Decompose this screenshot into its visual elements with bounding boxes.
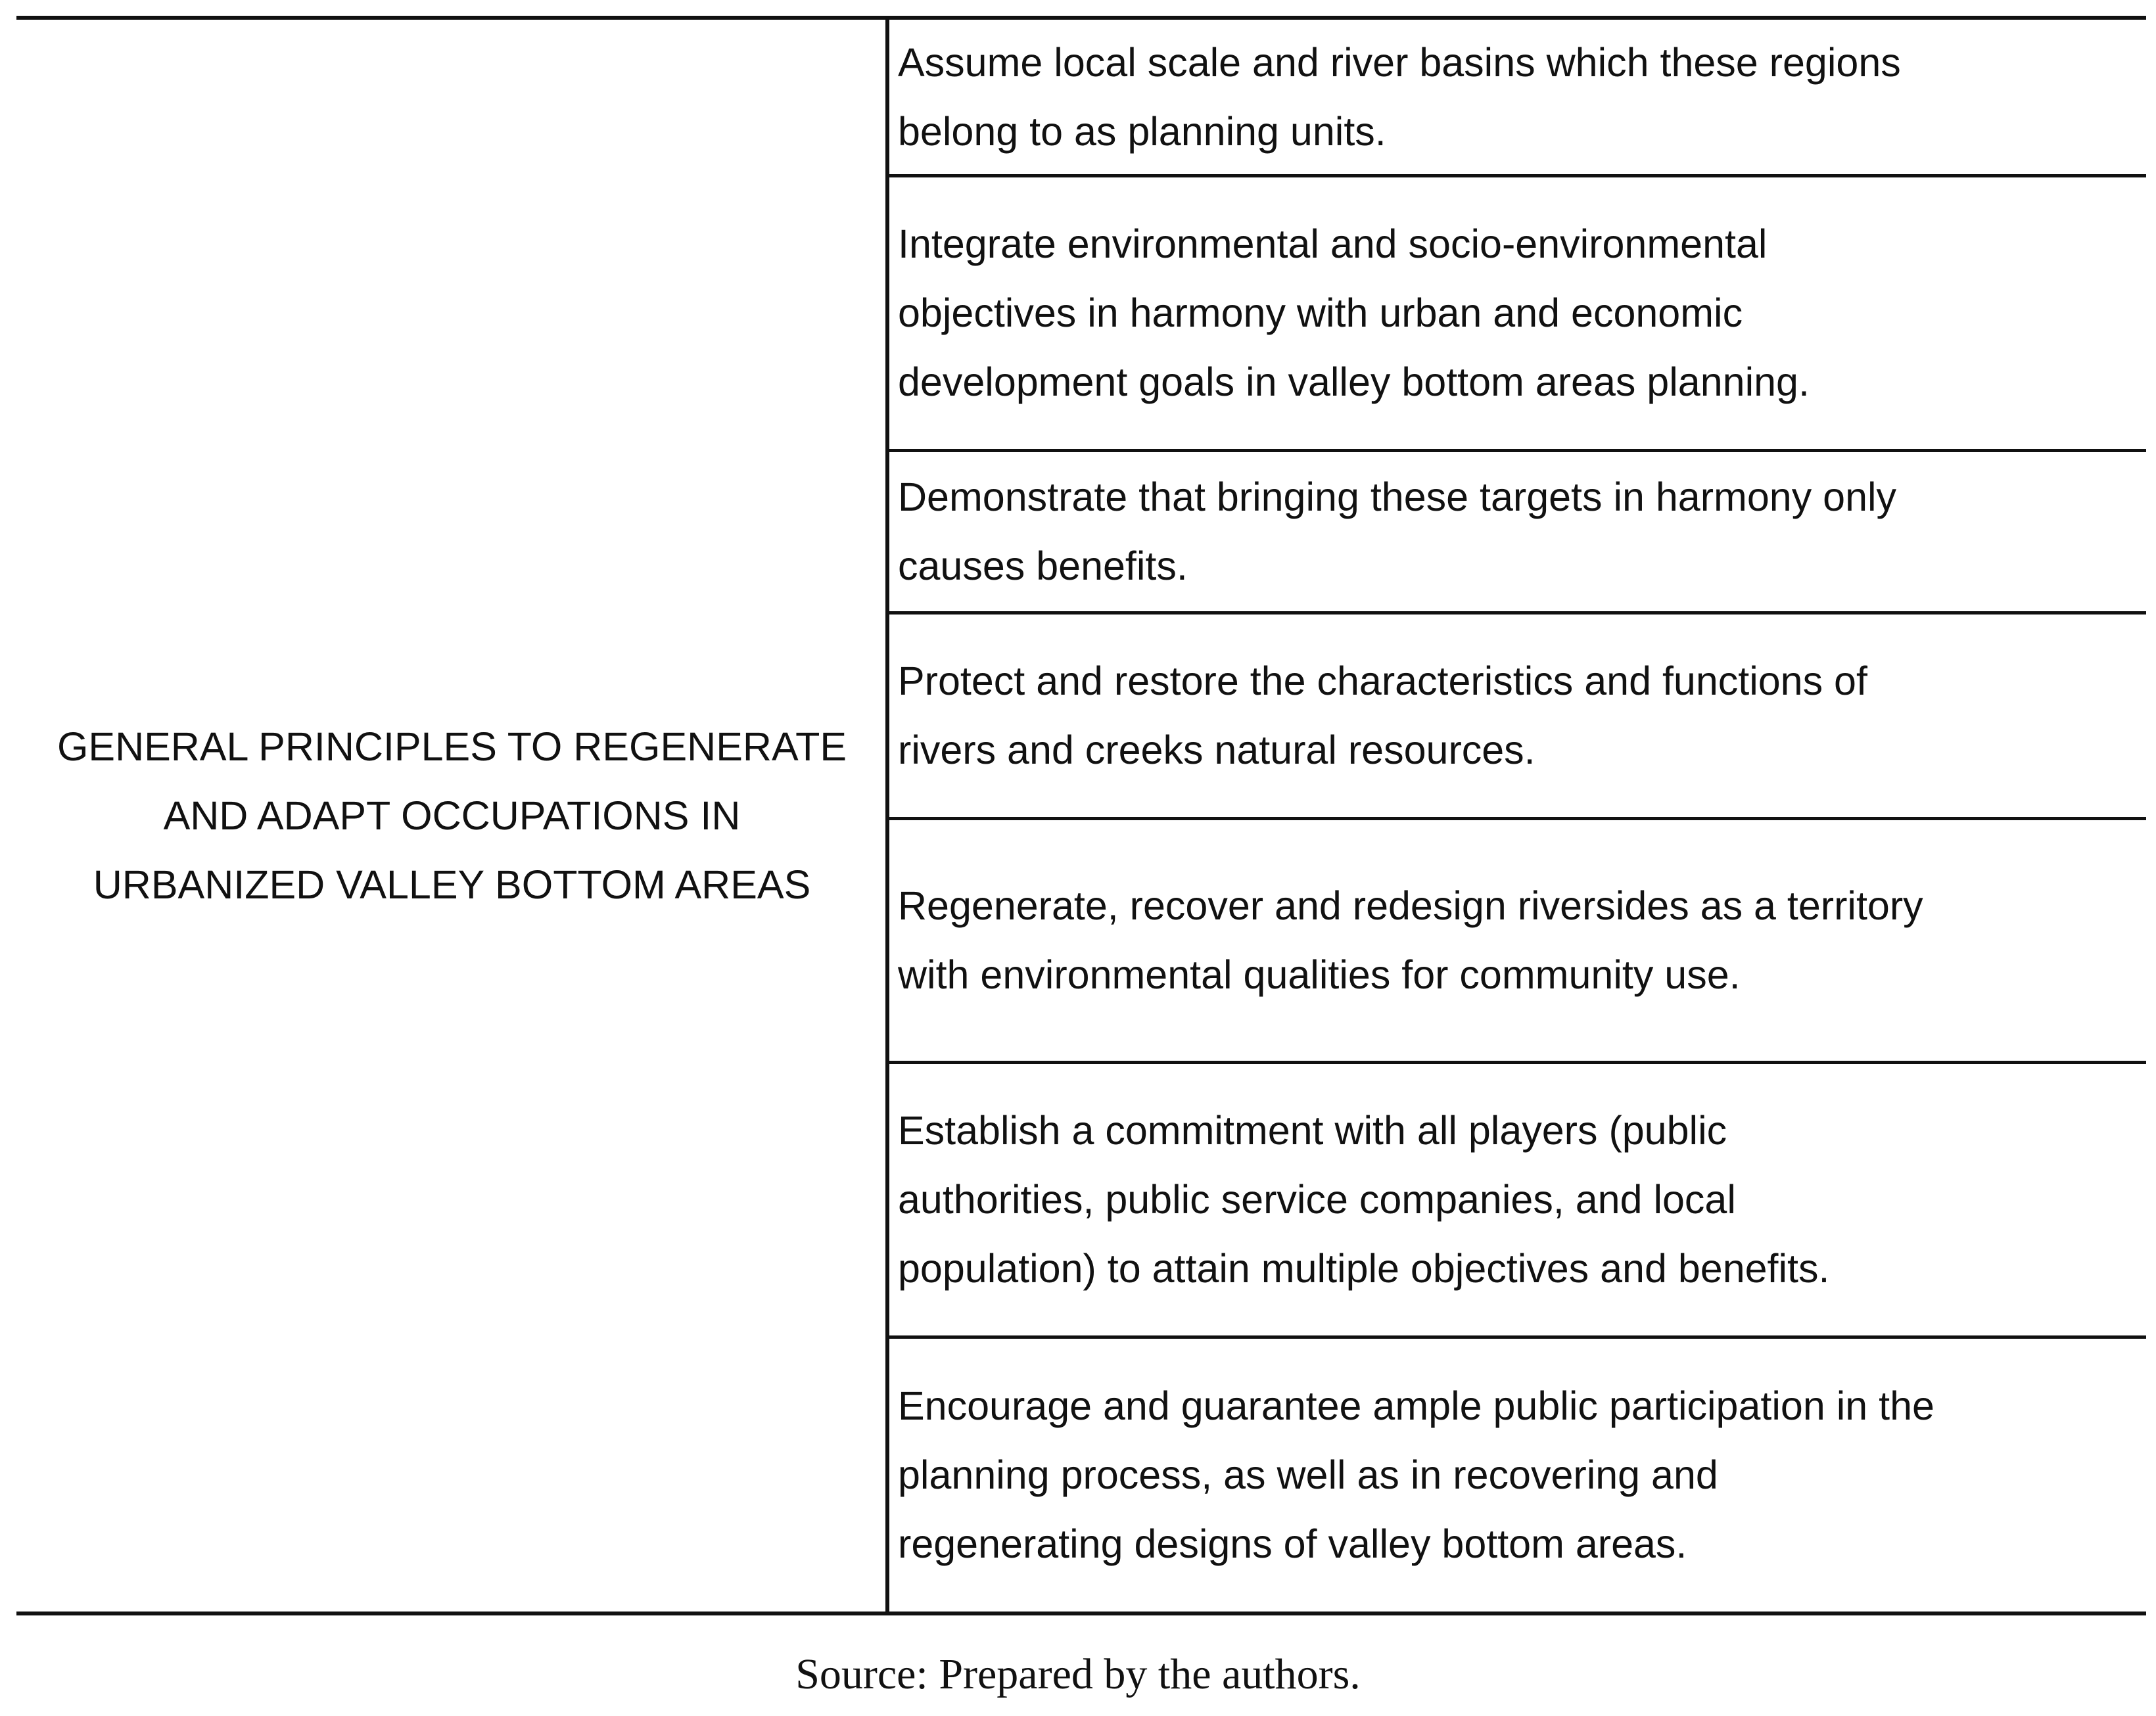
principle-row [898, 1064, 2147, 1335]
principle-text: Protect and restore the characteristics and functions of rivers and creeks natural resources. [898, 659, 1867, 772]
principle-row [898, 1339, 2147, 1612]
principles-heading-cell [16, 20, 887, 1612]
principle-row [898, 615, 2147, 817]
principle-text: Assume local scale and river basins which these regions belong to as planning units. [898, 39, 1901, 154]
principle-row [898, 177, 2147, 449]
principle-row [898, 20, 2147, 174]
principle-row [898, 452, 2147, 611]
table-bottom-border [16, 1612, 2146, 1615]
principle-text: Demonstrate that bringing these targets in harmony only causes benefits. [898, 475, 1897, 588]
principle-text: Regenerate, recover and redesign riversides as a territory with environmental qualities for community use. [898, 883, 1923, 997]
principle-row [898, 820, 2147, 1061]
principle-text: Integrate environmental and socio-environmental objectives in harmony with urban and economic development goals in valley bottom areas planning. [898, 221, 1810, 404]
principles-heading: GENERAL PRINCIPLES TO REGENERATE AND ADAPT OCCUPATIONS IN URBANIZED VALLEY BOTTOM AREAS [57, 724, 847, 907]
principle-text: Encourage and guarantee ample public participation in the planning process, as well as in recovering and regenerating designs of valley bottom areas. [898, 1383, 1934, 1566]
source-note: Source: Prepared by the authors. [795, 1650, 1361, 1698]
principle-text: Establish a commitment with all players (public authorities, public service companies, and local population) to attain multiple objectives and benefits. [898, 1108, 1830, 1291]
